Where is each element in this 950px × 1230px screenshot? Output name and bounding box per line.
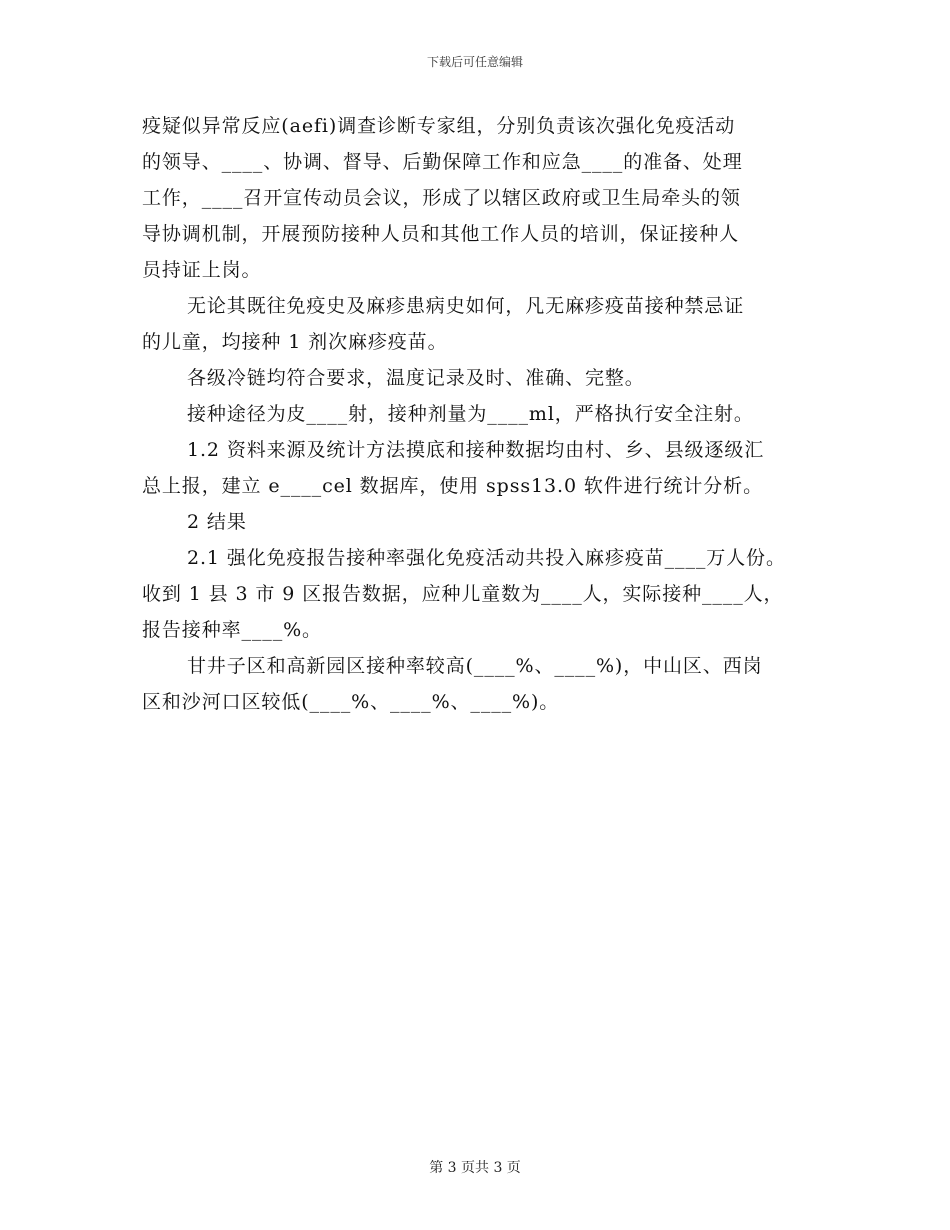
page-number: 第 3 页共 3 页 [429,1160,521,1176]
document-body [142,108,832,720]
body-line: 收到 1 县 3 市 9 区报告数据，应种儿童数为____人，实际接种____人， [142,583,784,605]
paragraph-start-line: 无论其既往免疫史及麻疹患病史如何，凡无麻疹疫苗接种禁忌证 [187,295,745,317]
body-line: 区和沙河口区较低(____%、____%、____%)。 [142,691,560,713]
body-line: 导协调机制，开展预防接种人员和其他工作人员的培训，保证接种人 [142,223,740,245]
paragraph-start-line: 接种途径为皮____射，接种剂量为____ml，严格执行安全注射。 [187,403,754,425]
body-line: 报告接种率____%。 [142,619,322,641]
body-line: 员持证上岗。 [142,259,262,281]
page-header-note: 下载后可任意编辑 [426,55,523,69]
section-1-2-heading-line: 1.2 资料来源及统计方法摸底和接种数据均由村、乡、县级逐级汇 [187,439,765,461]
body-line: 工作，____召开宣传动员会议，形成了以辖区政府或卫生局牵头的领 [142,187,741,209]
body-line: 总上报，建立 e____cel 数据库，使用 spss13.0 软件进行统计分析。 [142,475,763,497]
body-line: 的儿童，均接种 1 剂次麻疹疫苗。 [142,331,448,353]
paragraph-start-line: 甘井子区和高新园区接种率较高(____%、____%)，中山区、西岗 [187,655,763,677]
body-line: 疫疑似异常反应(aefi)调查诊断专家组，分别负责该次强化免疫活动 [142,115,736,137]
section-2-heading: 2 结果 [187,511,247,533]
section-2-1-heading-line: 2.1 强化免疫报告接种率强化免疫活动共投入麻疹疫苗____万人份。 [187,547,786,569]
body-line: 的领导、____、协调、督导、后勤保障工作和应急____的准备、处理 [142,151,743,173]
paragraph-start-line: 各级冷链均符合要求，温度记录及时、准确、完整。 [187,367,645,389]
